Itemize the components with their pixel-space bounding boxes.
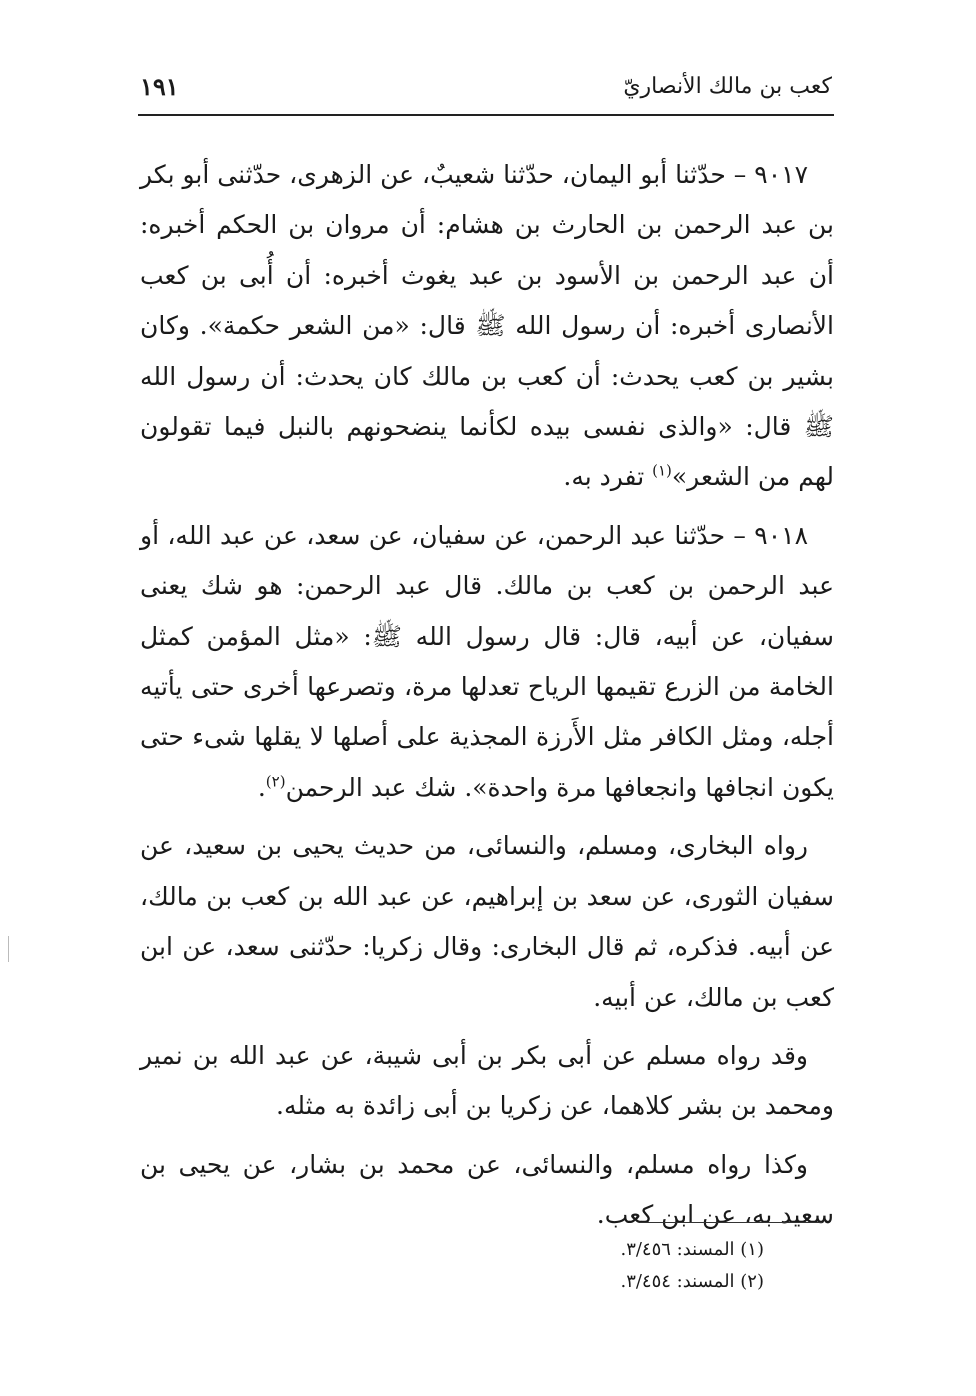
hadith-text: ٩٠١٧ – حدّثنا أبو اليمان، حدّثنا شعيبٌ، عن الزهرى، حدّثنى أبو بكر بن عبد الرحمن بن الحارث بن هشام: أن مروان بن الحكم أخبره: أن عبد الرحمن بن الأسود بن عبد يغوث أخبره: أن أُبى بن كعب الأنصارى أخبره: أن رسول الله ﷺ قال: «من الشعر حكمة». وكان بشير بن كعب يحدث: أن كعب بن مالك كان يحدث: أن رسول الله ﷺ قال: «والذى نفسى بيده لكأنما ينضحونهم بالنبل فيما تقولون لهم من الشعر» <box>140 160 834 492</box>
footnote-ref: (١) <box>652 462 672 481</box>
header-divider <box>138 114 834 116</box>
header-title: كعب بن مالك الأنصاريّ <box>623 73 832 99</box>
hadith-note: تفرد به. <box>563 462 653 492</box>
commentary-paragraph: رواه البخارى، ومسلم، والنسائى، من حديث يحيى بن سعيد، عن سفيان الثورى، عن سعد بن إبراهيم، عن عبد الله بن كعب بن مالك، عن أبيه. فذكره، ثم قال البخارى: وقال زكريا: حدّثنى سعد، عن ابن كعب بن مالك، عن أبيه. <box>140 831 834 1012</box>
running-header <box>140 62 832 110</box>
commentary-paragraph: وقد رواه مسلم عن أبى بكر بن أبى شيبة، عن عبد الله بن نمير ومحمد بن بشر كلاهما، عن زكريا بن أبى زائدة به مثله. <box>140 1040 834 1121</box>
footnote-ref: (٢) <box>265 772 286 791</box>
hadith-paragraph <box>140 150 834 503</box>
commentary-paragraph: وكذا رواه مسلم، والنسائى، عن محمد بن بشار، عن يحيى بن سعيد به، عن ابن كعب. <box>140 1149 834 1230</box>
scan-edge-mark <box>8 936 9 962</box>
hadith-paragraph <box>140 511 834 813</box>
hadith-text: ٩٠١٨ – حدّثنا عبد الرحمن، عن سفيان، عن سعد، عن عبد الله، أو عبد الرحمن بن كعب بن مالك. قال عبد الرحمن: هو شك يعنى سفيان، عن أبيه، قال: قال رسول الله ﷺ: «مثل المؤمن كمثل الخامة من الزرع تقيمها الرياح تعدلها مرة، وتصرعها أخرى حتى يأتيه أجله، ومثل الكافر مثل الأَرزة المجذية على أصلها لا يقلها شىء حتى يكون انجافها وانجعافها مرة واحدة». شك عبد الرحمن <box>140 520 834 802</box>
footnote-item: (١) المسند: ٣/٤٥٦. <box>620 1239 764 1260</box>
main-text <box>140 150 834 1241</box>
footnote-item: (٢) المسند: ٣/٤٥٤. <box>620 1271 764 1292</box>
footnotes <box>504 1234 764 1298</box>
footnote-divider <box>640 1222 822 1223</box>
page-number: ١٩١ <box>140 71 179 101</box>
hadith-note: . <box>257 772 266 802</box>
